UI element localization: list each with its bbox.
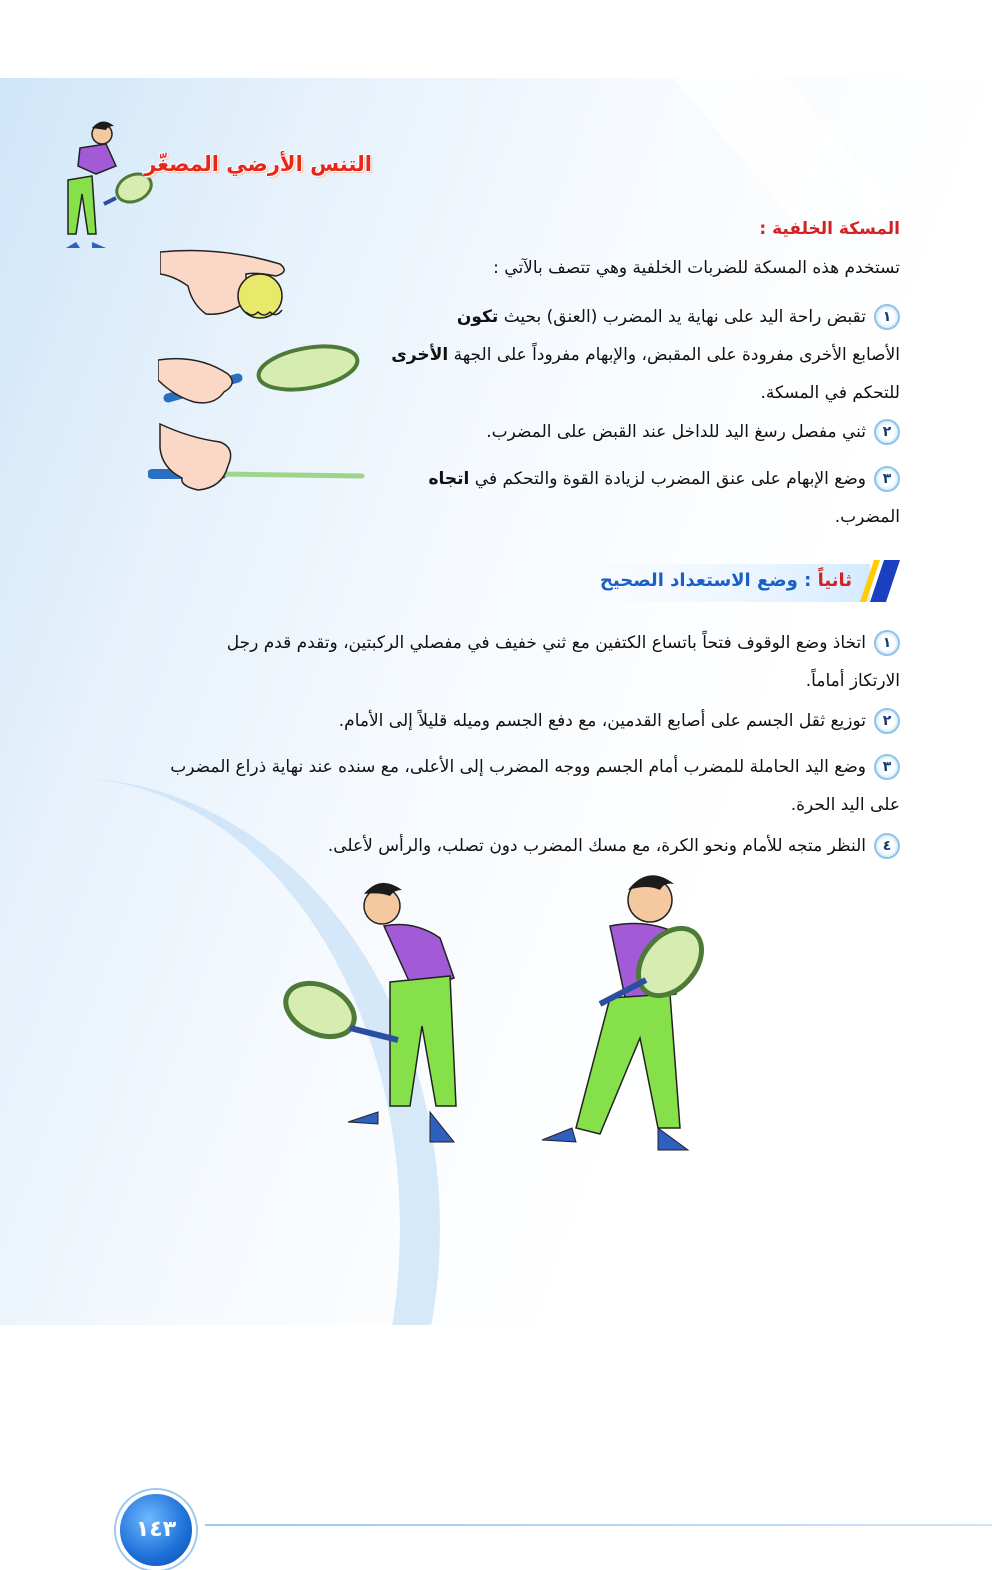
item-number: ١ bbox=[874, 630, 900, 656]
list-item bbox=[380, 460, 900, 536]
section-label-title: وضع الاستعداد الصحيح bbox=[599, 570, 798, 591]
item-text: المضرب. bbox=[834, 507, 900, 527]
item-number: ٣ bbox=[874, 754, 900, 780]
list-item bbox=[120, 624, 900, 700]
hand-holding-ball-icon bbox=[160, 240, 300, 332]
list-item bbox=[120, 748, 900, 824]
list-item bbox=[380, 413, 900, 451]
item-text: توزيع ثقل الجسم على أصابع القدمين، مع دفع الجسم وميله قليلاً إلى الأمام. bbox=[338, 711, 866, 731]
item-text: وضع اليد الحاملة للمضرب أمام الجسم ووجه المضرب إلى الأعلى، مع سنده عند نهاية ذراع المضرب bbox=[170, 757, 866, 777]
item-text: الارتكاز أماماً. bbox=[805, 671, 900, 691]
item-text-bold: الأخرى bbox=[391, 345, 449, 365]
item-text: تقبض راحة اليد على نهاية يد المضرب (العنق) بحيث bbox=[503, 307, 866, 327]
item-text: على اليد الحرة. bbox=[790, 795, 900, 815]
page-number-badge bbox=[116, 1490, 196, 1570]
item-text-bold: تكون bbox=[456, 307, 499, 327]
tennis-player-icon bbox=[50, 118, 170, 258]
page-number: ١٤٣ bbox=[135, 1517, 177, 1542]
list-item bbox=[120, 827, 900, 865]
item-text: النظر متجه للأمام ونحو الكرة، مع مسك المضرب دون تصلب، والرأس لأعلى. bbox=[327, 836, 866, 856]
item-text: الأصابع الأخرى مفرودة على المقبض، والإبهام مفروداً على الجهة bbox=[453, 345, 900, 365]
item-text: اتخاذ وضع الوقوف فتحاً باتساع الكتفين مع ثني خفيف في مفصلي الركبتين، وتقدم قدم رجل bbox=[226, 633, 866, 653]
item-text: للتحكم في المسكة. bbox=[760, 383, 900, 403]
section-heading: المسكة الخلفية : bbox=[759, 219, 900, 239]
chapter-title: التنس الأرضي المصغّر bbox=[144, 152, 372, 176]
section-label-prefix: ثانياً bbox=[817, 570, 852, 591]
item-text: ثني مفصل رسغ اليد للداخل عند القبض على المضرب. bbox=[486, 422, 866, 442]
item-text: وضع الإبهام على عنق المضرب لزيادة القوة والتحكم في bbox=[474, 469, 866, 489]
hand-gripping-racket-icon bbox=[158, 340, 363, 410]
item-number: ٢ bbox=[874, 708, 900, 734]
section-title bbox=[600, 570, 852, 591]
item-number: ١ bbox=[874, 304, 900, 330]
player-ready-stance-icon bbox=[280, 872, 720, 1152]
item-number: ٣ bbox=[874, 466, 900, 492]
section-intro: تستخدم هذه المسكة للضربات الخلفية وهي تتصف بالآتي : bbox=[493, 258, 900, 278]
section-label-sep: : bbox=[797, 570, 818, 591]
list-item bbox=[120, 702, 900, 740]
footer-divider bbox=[205, 1524, 992, 1526]
item-text-bold: اتجاه bbox=[428, 469, 470, 489]
item-number: ٤ bbox=[874, 833, 900, 859]
item-number: ٢ bbox=[874, 419, 900, 445]
list-item bbox=[380, 298, 900, 412]
racket-grip-side-icon bbox=[148, 422, 370, 496]
